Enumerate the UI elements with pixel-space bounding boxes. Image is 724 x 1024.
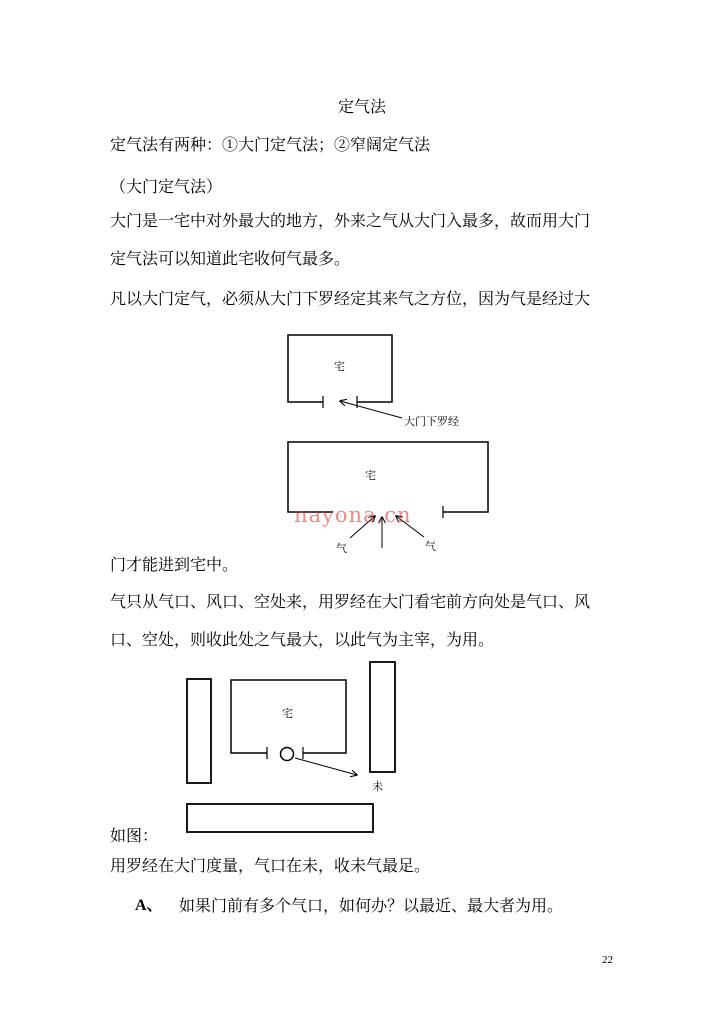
page-number: 22 bbox=[602, 954, 613, 966]
page-title: 定气法 bbox=[338, 97, 387, 116]
paragraph-intro: 定气法有两种：①大门定气法；②窄阔定气法 bbox=[110, 135, 431, 154]
paragraph-line: 凡以大门定气，必须从大门下罗经定其来气之方位，因为气是经过大 bbox=[110, 289, 591, 308]
figure3-bottom-building bbox=[187, 804, 373, 832]
paragraph-line: 定气法可以知道此宅收何气最多。 bbox=[110, 249, 351, 268]
figure3-left-building bbox=[187, 679, 211, 783]
figure-caption: 如图： bbox=[110, 826, 159, 845]
paragraph-line: 门才能进到宅中。 bbox=[110, 555, 239, 574]
figure3-house-label: 宅 bbox=[282, 707, 293, 720]
paragraph-line: 气只从气口、风口、空处来，用罗经在大门看宅前方向处是气口、风 bbox=[110, 592, 591, 611]
compass-circle bbox=[281, 748, 294, 761]
figure3-right-building bbox=[370, 662, 395, 772]
section-heading: （大门定气法） bbox=[110, 177, 223, 196]
paragraph-line: 大门是一宅中对外最大的地方，外来之气从大门入最多，故而用大门 bbox=[110, 211, 591, 230]
paragraph-line: 用罗经在大门度量，气口在未，收未气最足。 bbox=[110, 856, 431, 875]
figure2-qi-right: 气 bbox=[425, 540, 436, 553]
figure3-arrow bbox=[295, 758, 357, 775]
paragraph-line: 口、空处，则收此处之气最大，以此气为主宰，为用。 bbox=[110, 630, 495, 649]
list-marker: A、 bbox=[135, 897, 163, 914]
figure2-house-label: 宅 bbox=[365, 469, 376, 482]
figure2-qi-left: 气 bbox=[336, 542, 347, 555]
list-item: 如果门前有多个气口，如何办？以最近、最大者为用。 bbox=[179, 896, 564, 915]
figure1-house-label: 宅 bbox=[334, 360, 345, 373]
watermark: nayona.cn bbox=[294, 503, 412, 527]
figure1-door-label: 大门下罗经 bbox=[404, 415, 459, 428]
figure3-direction-label: 未 bbox=[372, 780, 383, 793]
figure1-arrow bbox=[340, 401, 402, 418]
